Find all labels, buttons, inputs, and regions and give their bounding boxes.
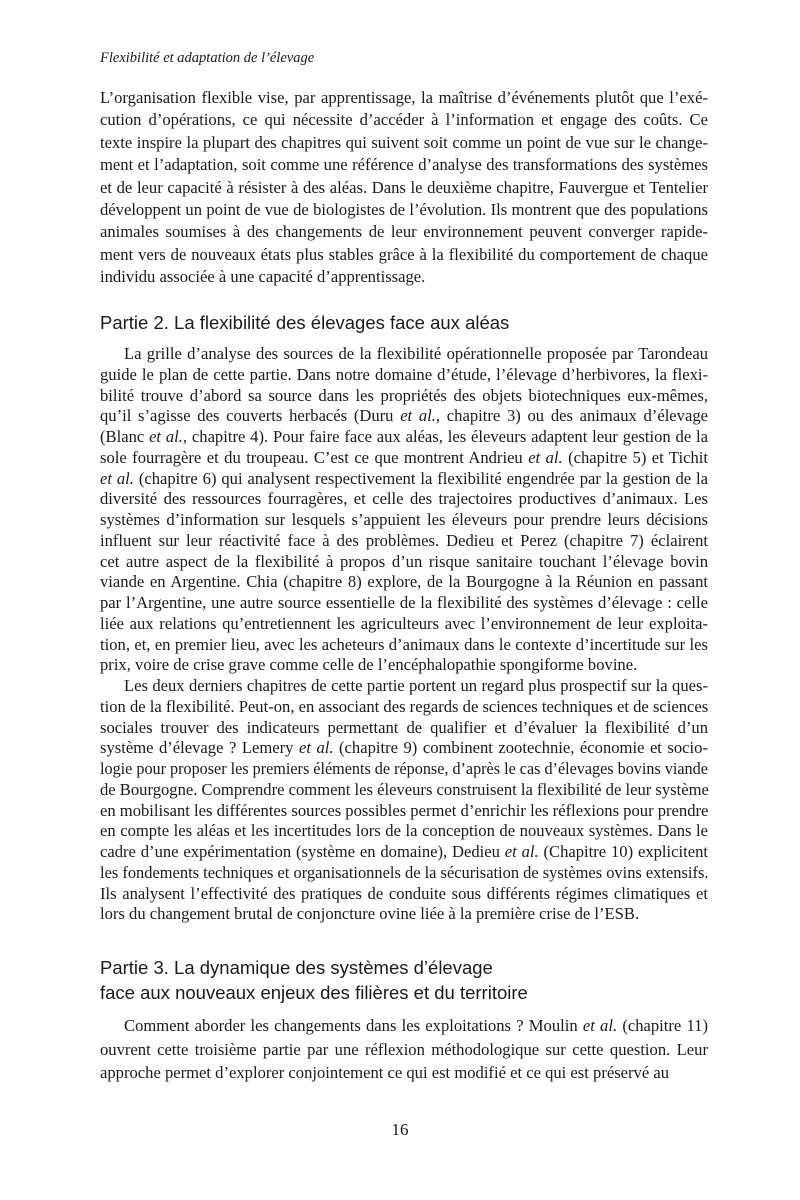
text-span: guide le plan de cette partie. Dans notre domaine d’étude, l’élevage d’herbivores, la flexi- bbox=[100, 364, 708, 384]
text-span: approche permet d’explorer conjointement ce qui est modifié et ce qui est préservé au bbox=[100, 1063, 670, 1082]
section-heading-partie-3 bbox=[100, 955, 528, 1005]
text-line bbox=[100, 510, 708, 531]
text-span: individu associée à une capacité d’apprentissage. bbox=[100, 267, 426, 287]
text-line bbox=[100, 1038, 708, 1062]
text-span: les fondements techniques et organisationnels de la sécurisation de systèmes ovins extensifs. bbox=[100, 862, 709, 882]
text-line bbox=[100, 406, 708, 427]
paragraph bbox=[100, 87, 708, 289]
heading-line: Partie 3. La dynamique des systèmes d’élevage bbox=[100, 957, 493, 978]
text-span: sociales trouver des indicateurs permettant de qualifier et d’évaluer la flexibilité d’un bbox=[100, 717, 708, 737]
text-line bbox=[100, 1014, 708, 1038]
intro-text-block bbox=[100, 87, 708, 289]
text-span: chapitre 3) ou des animaux d’élevage bbox=[440, 406, 708, 426]
text-span: lors du changement brutal de conjoncture ovine liée à la première crise de l’ESB. bbox=[100, 904, 640, 924]
text-span: ouvrent cette troisième partie par une réflexion méthodologique sur cette question. Leur bbox=[100, 1039, 708, 1059]
section-heading-partie-2 bbox=[100, 310, 509, 335]
text-span: chapitre 4). Pour faire face aux aléas, les éleveurs adaptent leur gestion de la bbox=[187, 427, 708, 446]
text-span: logie pour proposer les premiers éléments de réponse, d’après le cas d’élevages bovins viande bbox=[100, 759, 708, 778]
text-span: et de leur capacité à résister à des aléas. Dans le deuxième chapitre, Fauvergue et Tentelier bbox=[100, 177, 708, 197]
heading-line: Partie 2. La flexibilité des élevages face aux aléas bbox=[100, 312, 510, 333]
text-line bbox=[100, 697, 708, 718]
text-span: prix, voire de crise grave comme celle de l’encéphalopathie spongiforme bovine. bbox=[100, 655, 638, 675]
italic-text: et al., bbox=[400, 406, 441, 426]
paragraph bbox=[100, 676, 708, 925]
italic-text: et al. bbox=[100, 468, 134, 488]
text-span: L’organisation flexible vise, par apprentissage, la maîtrise d’événements plutôt que l’exé- bbox=[100, 88, 708, 107]
text-span: en compte les aléas et les incertitudes lors de la conception de nouveaux systèmes. Dans le bbox=[100, 821, 708, 841]
text-span: tion, et, en premier lieu, avec les acheteurs d’animaux dans le contexte d’incertitude sur les bbox=[100, 634, 708, 654]
text-line bbox=[100, 244, 708, 266]
text-span: de Bourgogne. Comprendre comment les éleveurs construisent la flexibilité de leur système bbox=[100, 779, 709, 799]
text-span: cadre d’une expérimentation (système en domaine), Dedieu bbox=[100, 842, 505, 861]
partie-3-text-block bbox=[100, 1014, 708, 1085]
text-line bbox=[100, 469, 708, 490]
text-span: bilité trouve d’abord sa source dans les propriétés des objets biotechniques eux-mêmes, bbox=[100, 385, 708, 405]
text-span: influent sur leur réactivité face à des problèmes. Dedieu et Perez (chapitre 7) éclairent bbox=[100, 530, 708, 550]
italic-text: et al., bbox=[149, 427, 188, 446]
text-line bbox=[100, 821, 708, 842]
text-line bbox=[100, 427, 708, 448]
text-line bbox=[100, 489, 708, 510]
text-line bbox=[100, 199, 708, 221]
text-line bbox=[100, 221, 708, 243]
text-span: (chapitre 11) bbox=[617, 1016, 708, 1035]
text-span: diversité des ressources fourragères, et celle des trajectoires productives d’animaux. Les bbox=[100, 489, 708, 509]
text-line bbox=[100, 635, 708, 656]
text-line bbox=[100, 801, 708, 822]
text-span: qu’il s’agisse des couverts herbacés (Duru bbox=[100, 406, 401, 426]
italic-text: et al. bbox=[298, 738, 334, 758]
text-span: (Chapitre 10) explicitent bbox=[538, 842, 708, 861]
text-line bbox=[100, 614, 708, 635]
text-span: systèmes d’information sur lesquels s’appuient les éleveurs pour prendre leurs décisions bbox=[100, 510, 708, 529]
italic-text: et al. bbox=[582, 1016, 618, 1035]
text-span: développent un point de vue de biologistes de l’évolution. Ils montrent que des populations bbox=[100, 200, 708, 220]
text-span: ment et l’adaptation, soit comme une référence d’analyse des transformations des systèmes bbox=[100, 155, 708, 175]
text-line bbox=[100, 572, 708, 593]
text-line bbox=[100, 87, 708, 109]
text-line bbox=[100, 154, 708, 176]
text-span: texte inspire la plupart des chapitres qui suivent soit comme un point de vue sur le change- bbox=[100, 132, 708, 152]
text-line bbox=[100, 177, 708, 199]
text-span: tion de la flexibilité. Peut-on, en associant des regards de sciences techniques et de sciences bbox=[100, 696, 709, 716]
text-line bbox=[100, 386, 708, 407]
text-span: Les deux derniers chapitres de cette partie portent un regard plus prospectif sur la ques- bbox=[124, 676, 708, 695]
text-line bbox=[100, 904, 708, 925]
text-line bbox=[100, 531, 708, 552]
text-span: Comment aborder les changements dans les exploitations ? Moulin bbox=[124, 1016, 583, 1035]
text-span: (chapitre 6) qui analysent respectivement la flexibilité engendrée par la gestion de la bbox=[133, 468, 708, 488]
italic-text: et al. bbox=[528, 447, 563, 467]
text-line bbox=[100, 718, 708, 739]
text-span: animales soumises à des changements de leur environnement peuvent converger rapide- bbox=[100, 222, 708, 242]
heading-line: face aux nouveaux enjeux des filières et du territoire bbox=[100, 982, 528, 1003]
text-line bbox=[100, 884, 708, 905]
text-line bbox=[100, 593, 708, 614]
text-line bbox=[100, 132, 708, 154]
text-line bbox=[100, 448, 708, 469]
text-span: cution d’opérations, ce qui nécessite d’accéder à l’information et engage des coûts. Ce bbox=[100, 110, 708, 130]
paragraph bbox=[100, 1014, 708, 1085]
text-span: La grille d’analyse des sources de la flexibilité opérationnelle proposée par Tarondeau bbox=[124, 344, 708, 363]
text-span: sole fourragère et du troupeau. C’est ce que montrent Andrieu bbox=[100, 447, 529, 467]
text-span: par l’Argentine, une autre source essentielle de la flexibilité des systèmes d’élevage : celle bbox=[100, 593, 708, 612]
text-line bbox=[100, 109, 708, 131]
text-span: système d’élevage ? Lemery bbox=[100, 738, 299, 758]
text-line bbox=[100, 863, 708, 884]
text-span: (chapitre 9) combinent zootechnie, économie et socio- bbox=[333, 738, 708, 758]
partie-2-text-block bbox=[100, 344, 708, 925]
text-line bbox=[100, 1061, 708, 1085]
text-span: (chapitre 5) et Tichit bbox=[562, 447, 708, 467]
text-span: liée aux relations qu’entretiennent les agriculteurs avec l’environnement de leur exploita- bbox=[100, 613, 708, 633]
text-line bbox=[100, 552, 708, 573]
paragraph bbox=[100, 344, 708, 676]
text-span: cet autre aspect de la flexibilité à propos d’un risque sanitaire touchant l’élevage bovin bbox=[100, 551, 708, 571]
text-line bbox=[100, 676, 708, 697]
text-line bbox=[100, 759, 708, 780]
text-line bbox=[100, 344, 708, 365]
text-line bbox=[100, 266, 708, 288]
text-line bbox=[100, 780, 708, 801]
running-header: Flexibilité et adaptation de l’élevage bbox=[100, 50, 315, 66]
text-line bbox=[100, 842, 708, 863]
page-number: 16 bbox=[391, 1120, 409, 1139]
text-line bbox=[100, 655, 708, 676]
text-span: (Blanc bbox=[100, 427, 150, 446]
text-span: Ils analysent l’effectivité des pratiques de conduite sous différents régimes climatiques et bbox=[100, 883, 708, 903]
text-span: en mobilisant les différentes sources possibles permet d’enrichir les réflexions pour prendre bbox=[100, 800, 709, 820]
text-span: viande en Argentine. Chia (chapitre 8) explore, de la Bourgogne à la Réunion en passant bbox=[100, 572, 708, 592]
text-span: ment vers de nouveaux états plus stables grâce à la flexibilité du comportement de chaque bbox=[100, 244, 708, 264]
italic-text: et al. bbox=[504, 842, 539, 861]
text-line bbox=[100, 365, 708, 386]
text-line bbox=[100, 738, 708, 759]
